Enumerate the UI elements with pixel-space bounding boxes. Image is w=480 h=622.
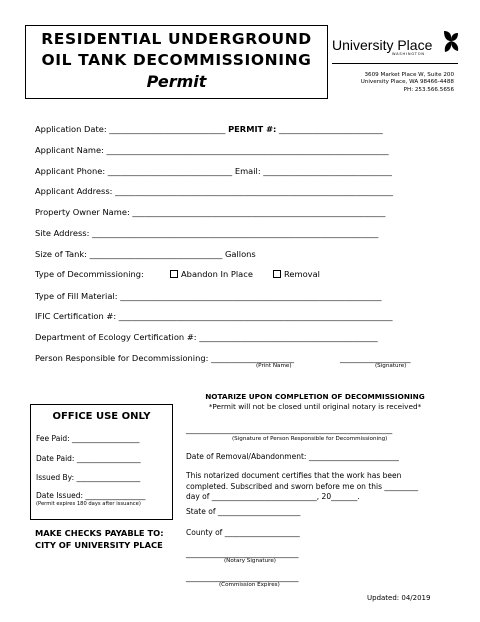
applicant-name-field[interactable]: Applicant Name: ____________________________________________________________________: [35, 145, 389, 155]
updated-date: Updated: 04/2019: [367, 594, 431, 602]
responsible-signature-field[interactable]: _________________: [340, 353, 411, 363]
logo-text: University Place: [332, 37, 433, 53]
notary-statement-line-3[interactable]: day of ____________________________, 20_______.: [186, 492, 360, 501]
permit-number-field[interactable]: _________________________: [279, 124, 383, 134]
title-permit: Permit: [146, 72, 207, 91]
decommissioning-type-label: Type of Decommissioning:: [35, 269, 144, 279]
tank-size-field[interactable]: Size of Tank: ________________________________ Gallons: [35, 249, 256, 259]
notary-heading: NOTARIZE UPON COMPLETION OF DECOMMISSIONING: [205, 392, 425, 401]
decommissioning-type-row: [35, 269, 144, 279]
logo-subtitle: WASHINGTON: [392, 52, 425, 56]
state-of-field[interactable]: State of ______________________: [186, 507, 301, 516]
abandon-label: Abandon In Place: [181, 269, 253, 279]
leaf-logo-icon: [442, 29, 460, 55]
property-owner-field[interactable]: Property Owner Name: _____________________________________________________________: [35, 207, 386, 217]
checks-payable-block: [35, 527, 164, 551]
removal-option[interactable]: [270, 269, 320, 279]
title-line-1: RESIDENTIAL UNDERGROUND: [41, 30, 312, 48]
removal-date-field[interactable]: Date of Removal/Abandonment: ________________________: [186, 452, 399, 461]
responsible-signature-caption: (Signature of Person Responsible for Decommissioning): [232, 436, 388, 442]
address-line-3: PH: 253.566.5656: [403, 86, 454, 93]
notary-signature-caption: (Notary Signature): [224, 558, 276, 564]
checks-payable-line-2: CITY OF UNIVERSITY PLACE: [35, 540, 163, 550]
permit-number-label: PERMIT #:: [228, 124, 277, 134]
abandon-in-place-option[interactable]: [167, 269, 253, 279]
office-use-heading: OFFICE USE ONLY: [52, 411, 151, 422]
signature-caption: (Signature): [375, 363, 407, 369]
title-box: [25, 25, 328, 99]
date-issued-field[interactable]: Date Issued: ________________: [36, 491, 146, 500]
ific-certification-field[interactable]: IFIC Certification #: __________________________________________________________________: [35, 311, 393, 321]
print-name-caption: (Print Name): [256, 363, 292, 369]
applicant-phone-email-field[interactable]: Applicant Phone: ______________________________ Email: _______________________________: [35, 166, 392, 176]
date-paid-field[interactable]: Date Paid: _________________: [36, 454, 141, 463]
address-block: [361, 72, 454, 94]
header-divider: [332, 63, 458, 64]
address-line-2: University Place, WA 98466-4488: [360, 79, 454, 86]
permit-expiry-note: (Permit expires 180 days after issuance): [36, 501, 141, 507]
notary-signature-line[interactable]: ______________________________: [186, 549, 299, 558]
removal-label: Removal: [284, 269, 320, 279]
notary-subheading: *Permit will not be closed until original notary is received*: [208, 402, 422, 411]
address-line-1: 3609 Market Place W, Suite 200: [364, 72, 454, 78]
ecology-certification-field[interactable]: Department of Ecology Certification #: ___________________________________________: [35, 332, 378, 342]
responsible-person-row[interactable]: [35, 353, 294, 363]
notary-statement-line-2[interactable]: completed. Subscribed and sworn before me on this _________: [186, 481, 419, 491]
commission-expires-line[interactable]: ______________________________: [186, 573, 299, 582]
responsible-signature-line[interactable]: _______________________________________________________: [186, 425, 393, 434]
office-use-box: [30, 404, 173, 520]
issued-by-field[interactable]: Issued By: _________________: [36, 473, 141, 482]
checks-payable-line-1: MAKE CHECKS PAYABLE TO:: [35, 528, 164, 538]
application-date-field[interactable]: Application Date: ____________________________: [35, 124, 226, 134]
responsible-name-field[interactable]: Person Responsible for Decommissioning: ____________________: [35, 353, 295, 363]
county-of-field[interactable]: County of ____________________: [186, 528, 300, 537]
notary-statement: [186, 471, 418, 503]
fill-material-field[interactable]: Type of Fill Material: _______________________________________________________________: [35, 291, 382, 301]
site-address-field[interactable]: Site Address: _____________________________________________________________________: [35, 228, 379, 238]
removal-checkbox[interactable]: [273, 270, 281, 278]
commission-expires-caption: (Commission Expires): [219, 582, 280, 588]
notary-statement-line-1: This notarized document certifies that the work has been: [186, 471, 402, 480]
applicant-address-field[interactable]: Applicant Address: ___________________________________________________________________: [35, 186, 394, 196]
fee-paid-field[interactable]: Fee Paid: __________________: [36, 434, 140, 443]
title-line-2: OIL TANK DECOMMISSIONING: [41, 51, 312, 69]
abandon-checkbox[interactable]: [170, 270, 178, 278]
application-date-row[interactable]: [35, 124, 383, 134]
